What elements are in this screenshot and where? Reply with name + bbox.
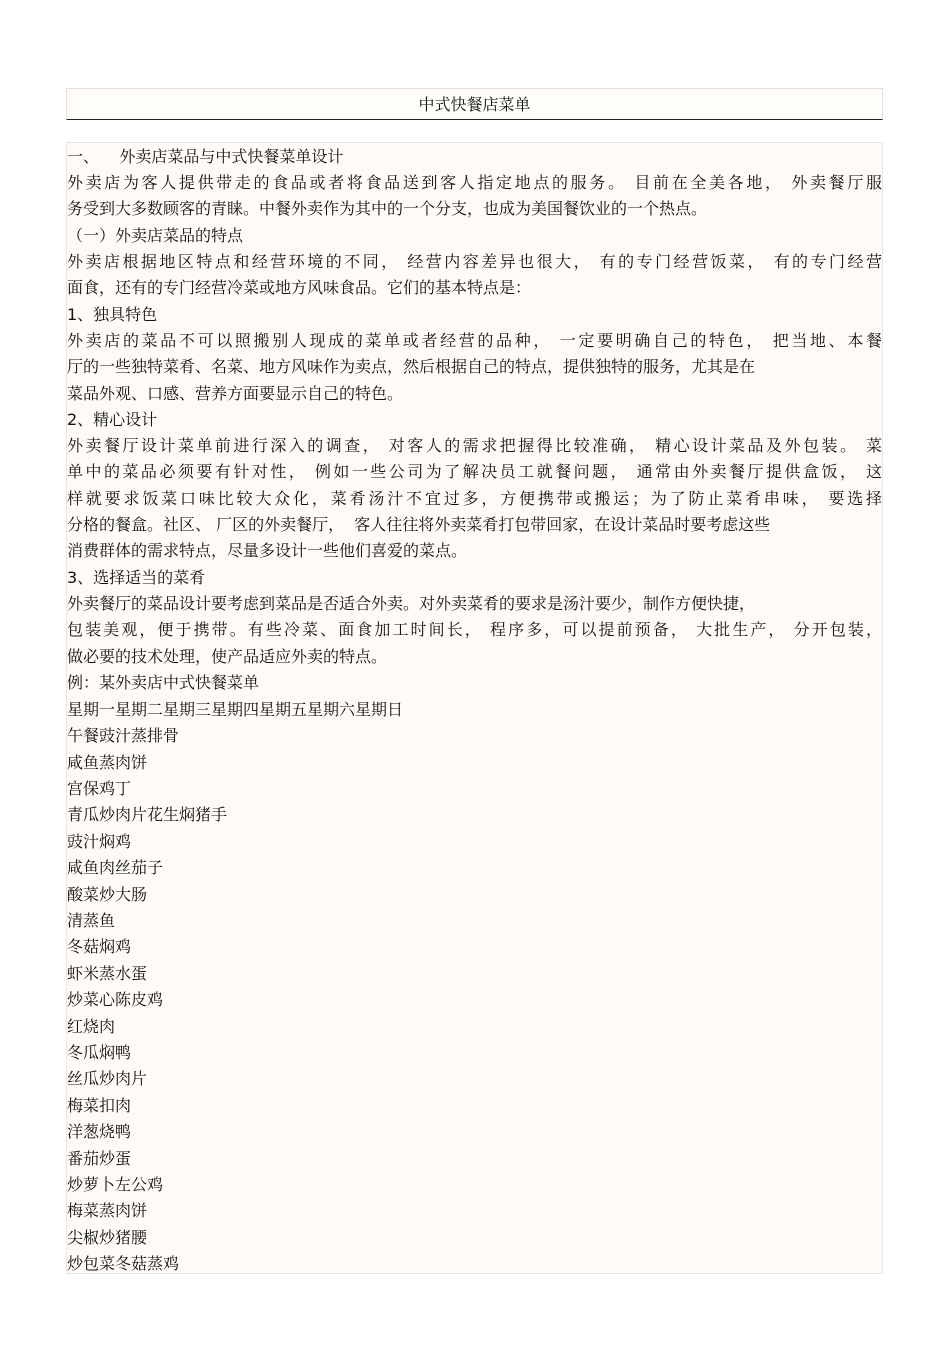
menu-item: 炒包菜冬菇蒸鸡 [67, 1254, 180, 1273]
menu-item: 丝瓜炒肉片 [67, 1069, 148, 1088]
section-heading: 一、 外卖店菜品与中式快餐菜单设计 [67, 147, 344, 166]
point-heading: 3、选择适当的菜肴 [67, 568, 206, 587]
point-text-line: 包装美观，便于携带。有些冷菜、面食加工时间长， 程序多，可以提前预备， 大批生产， 分开包装， [67, 620, 882, 639]
menu-item: 炒萝卜左公鸡 [67, 1175, 164, 1194]
menu-item: 冬瓜焖鸭 [67, 1043, 132, 1062]
subheading: （一）外卖店菜品的特点 [67, 226, 244, 245]
point-text-line: 外卖餐厅的菜品设计要考虑到菜品是否适合外卖。对外卖菜肴的要求是汤汁要少，制作方便快捷， [67, 594, 756, 613]
title-box [66, 88, 883, 120]
menu-item: 梅菜扣肉 [67, 1096, 132, 1115]
point-text-line: 菜品外观、口感、营养方面要显示自己的特色。 [67, 384, 404, 403]
point-text-line: 厅的一些独特菜肴、名菜、地方风味作为卖点，然后根据自己的特点，提供独特的服务，尤其是在 [67, 357, 756, 376]
intro-line: 外卖店为客人提供带走的食品或者将食品送到客人指定地点的服务。 目前在全美各地， 外卖餐厅服 [67, 173, 882, 192]
menu-item: 青瓜炒肉片花生焖猪手 [67, 805, 228, 824]
menu-item: 梅菜蒸肉饼 [67, 1201, 148, 1220]
menu-item: 酸菜炒大肠 [67, 885, 148, 904]
menu-item: 咸鱼肉丝茄子 [67, 858, 164, 877]
menu-item: 午餐豉汁蒸排骨 [67, 726, 180, 745]
menu-item: 宫保鸡丁 [67, 779, 132, 798]
intro-line: 务受到大多数顾客的青睐。中餐外卖作为其中的一个分支，也成为美国餐饮业的一个热点。 [67, 199, 708, 218]
menu-item: 尖椒炒猪腰 [67, 1228, 148, 1247]
point-text-line: 消费群体的需求特点，尽量多设计一些他们喜爱的菜点。 [67, 541, 468, 560]
menu-item: 清蒸鱼 [67, 911, 116, 930]
weekdays-line: 星期一星期二星期三星期四星期五星期六星期日 [67, 700, 404, 719]
content-box [66, 142, 883, 1274]
features-intro-line: 面食，还有的专门经营冷菜或地方风味食品。它们的基本特点是： [67, 278, 532, 297]
point-text-line: 外卖餐厅设计菜单前进行深入的调查， 对客人的需求把握得比较准确， 精心设计菜品及外包装。 菜 [67, 436, 882, 455]
menu-item: 咸鱼蒸肉饼 [67, 753, 148, 772]
point-text-line: 分格的餐盒。社区、 厂区的外卖餐厅， 客人往往将外卖菜肴打包带回家，在设计菜品时要考虑这些 [67, 515, 771, 534]
features-intro-line: 外卖店根据地区特点和经营环境的不同， 经营内容差异也很大， 有的专门经营饭菜， 有的专门经营 [67, 252, 882, 271]
menu-item: 炒菜心陈皮鸡 [67, 990, 164, 1009]
point-heading: 1、独具特色 [67, 305, 158, 324]
point-text-line: 单中的菜品必须要有针对性， 例如一些公司为了解决员工就餐问题， 通常由外卖餐厅提供盒饭， 这 [67, 462, 882, 481]
menu-item: 冬菇焖鸡 [67, 937, 132, 956]
point-text-line: 外卖店的菜品不可以照搬别人现成的菜单或者经营的品种， 一定要明确自己的特色， 把当地、本餐 [67, 331, 882, 350]
menu-item: 番茄炒蛋 [67, 1149, 132, 1168]
point-heading: 2、精心设计 [67, 410, 158, 429]
menu-item: 洋葱烧鸭 [67, 1122, 132, 1141]
menu-item: 虾米蒸水蛋 [67, 964, 148, 983]
example-heading: 例：某外卖店中式快餐菜单 [67, 673, 260, 692]
menu-item: 豉汁焖鸡 [67, 832, 132, 851]
point-text-line: 样就要求饭菜口味比较大众化，菜肴汤汁不宜过多，方便携带或搬运；为了防止菜肴串味， 要选择 [67, 489, 882, 508]
page-title: 中式快餐店菜单 [418, 95, 531, 114]
menu-item: 红烧肉 [67, 1017, 116, 1036]
point-text-line: 做必要的技术处理，使产品适应外卖的特点。 [67, 647, 388, 666]
